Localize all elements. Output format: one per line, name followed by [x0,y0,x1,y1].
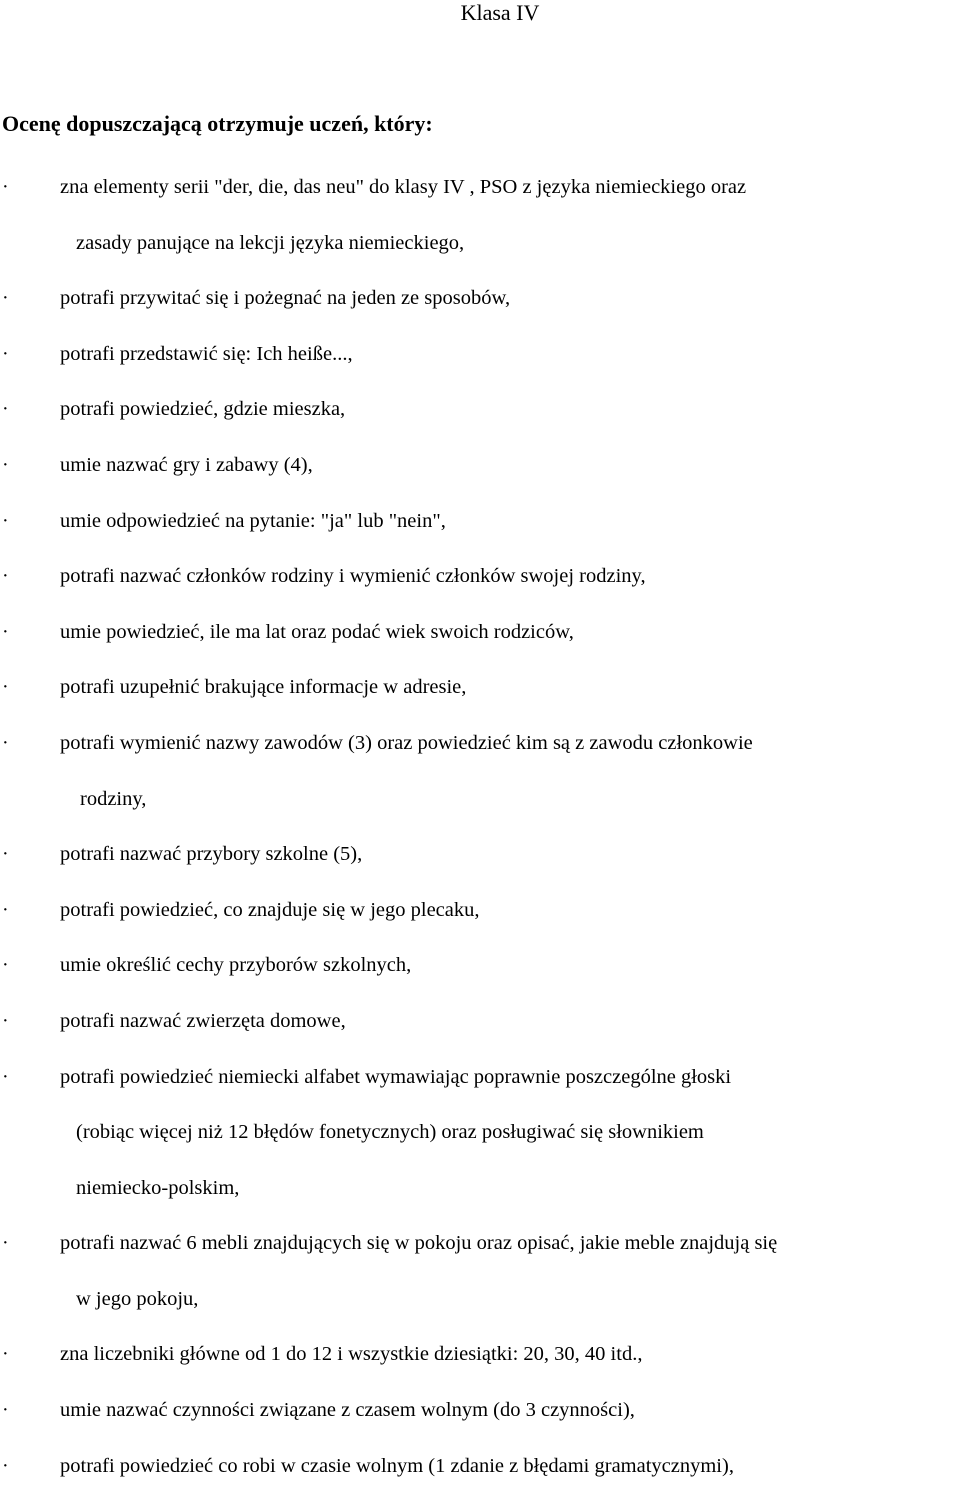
requirements-list [0,160,960,1494]
list-item-line: umie nazwać czynności związane z czasem wolnym (do 3 czynności), [60,1399,635,1422]
list-item-text [60,1383,960,1439]
list-item-line: potrafi przedstawić się: Ich heiße..., [60,342,353,365]
bullet-marker: · [2,898,9,921]
bullet-marker: · [2,565,9,588]
list-item-text [60,1050,960,1217]
list-item [0,883,960,939]
bullet-marker: · [2,954,9,977]
list-item-line: potrafi powiedzieć, gdzie mieszka, [60,398,346,421]
list-item-line: potrafi powiedzieć co robi w czasie wolnym (1 zdanie z błędami gramatycznymi), [60,1454,734,1477]
list-item-text [60,994,960,1050]
bullet-marker: · [2,453,9,476]
bullet-marker: · [2,1232,9,1255]
list-item-text [60,605,960,661]
list-item [0,1050,960,1217]
list-item-line: umie nazwać gry i zabawy (4), [60,453,313,476]
bullet-marker: · [2,342,9,365]
bullet-marker: · [2,176,9,198]
list-item-text [60,271,960,327]
bullet-marker: · [2,287,9,310]
list-item [0,549,960,605]
bullet-marker: · [2,620,9,643]
list-item-text [60,1327,960,1383]
list-item [0,327,960,383]
list-item-line: potrafi nazwać przybory szkolne (5), [60,843,363,866]
bullet-marker: · [2,509,9,532]
list-item-line: potrafi nazwać członków rodziny i wymienić członków swojej rodziny, [60,565,646,588]
list-item [0,938,960,994]
list-item [0,382,960,438]
list-item-text [60,883,960,939]
list-item [0,1327,960,1383]
list-item-text [60,327,960,383]
list-item-text [60,494,960,550]
list-item [0,271,960,327]
list-item [0,1383,960,1439]
bullet-marker: · [2,731,9,754]
bullet-marker: · [2,398,9,421]
list-item [0,160,960,271]
bullet-marker: · [2,1454,9,1477]
list-item-text [60,382,960,438]
list-item [0,605,960,661]
list-item [0,1216,960,1327]
bullet-marker: · [2,843,9,866]
list-item-line: umie określić cechy przyborów szkolnych, [60,954,412,977]
list-item [0,716,960,827]
list-item-text [60,549,960,605]
list-item-text [60,1216,960,1327]
list-item-text [60,160,960,271]
list-item-text [60,438,960,494]
list-item-line: potrafi powiedzieć, co znajduje się w jego plecaku, [60,898,480,921]
bullet-marker: · [2,1065,9,1088]
bullet-marker: · [2,1009,9,1032]
list-item-line: potrafi przywitać się i pożegnać na jeden ze sposobów, [60,287,511,310]
list-item [0,660,960,716]
list-item [0,1439,960,1494]
list-item-line: (robiąc więcej niż 12 błędów fonetycznych) oraz posługiwać się słownikiem [76,1121,704,1144]
list-item [0,438,960,494]
list-item-line: umie odpowiedzieć na pytanie: "ja" lub "nein", [60,509,446,532]
list-item-line: potrafi uzupełnić brakujące informacje w adresie, [60,676,467,699]
list-item-line: potrafi nazwać zwierzęta domowe, [60,1009,346,1032]
bullet-marker: · [2,1399,9,1422]
list-item-line: umie powiedzieć, ile ma lat oraz podać wiek swoich rodziców, [60,620,574,643]
list-item-line: zasady panujące na lekcji języka niemieckiego, [76,231,465,254]
list-item-text [60,938,960,994]
section-heading: Ocenę dopuszczającą otrzymuje uczeń, który: [2,111,433,136]
bullet-marker: · [2,676,9,699]
list-item-text [60,716,960,827]
list-item-line: potrafi powiedzieć niemiecki alfabet wymawiając poprawnie poszczególne głoski [60,1065,732,1088]
page-title: Klasa IV [460,0,540,25]
list-item-line: potrafi wymienić nazwy zawodów (3) oraz powiedzieć kim są z zawodu członkowie [60,731,753,754]
list-item-line: w jego pokoju, [76,1287,199,1310]
bullet-marker: · [2,1343,9,1366]
list-item-line: potrafi nazwać 6 mebli znajdujących się w pokoju oraz opisać, jakie meble znajdują się [60,1232,778,1255]
list-item-line: rodziny, [80,787,147,810]
list-item [0,994,960,1050]
list-item-text [60,827,960,883]
list-item-text [60,660,960,716]
list-item-line: zna liczebniki główne od 1 do 12 i wszystkie dziesiątki: 20, 30, 40 itd., [60,1343,643,1366]
list-item-line: zna elementy serii "der, die, das neu" do klasy IV , PSO z języka niemieckiego oraz [60,176,747,198]
list-item [0,827,960,883]
list-item-line: niemiecko-polskim, [76,1176,240,1199]
list-item [0,494,960,550]
list-item-text [60,1439,960,1494]
